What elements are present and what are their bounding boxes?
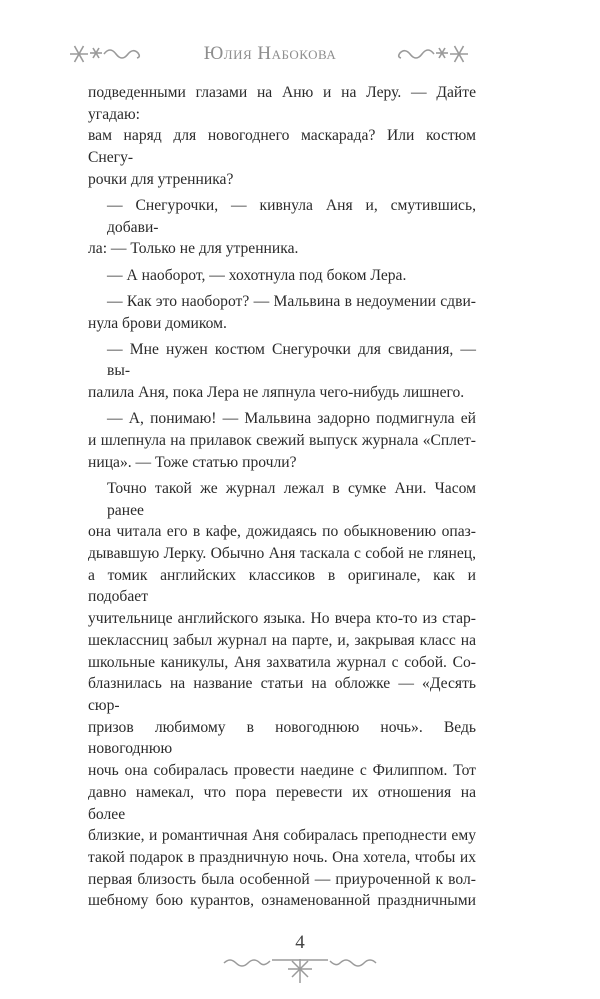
- text-line: и шлепнула на прилавок свежий выпуск журнала «Сплет-: [88, 432, 476, 450]
- text-line: школьные каникулы, Аня захватила журнал с собой. Со-: [88, 653, 476, 671]
- text-line: близкие, и романтичная Аня собиралась преподнести ему: [88, 827, 476, 845]
- text-line: ница». — Тоже статью прочли?: [88, 453, 297, 471]
- text-line: — А, понимаю! — Мальвина задорно подмигнула ей: [107, 410, 476, 428]
- author-name: Юлия Набокова: [203, 43, 337, 64]
- text-line: — А наоборот, — хохотнула под боком Лера.: [107, 266, 407, 284]
- text-line: палила Аня, пока Лера не ляпнула чего-нибудь лишнего.: [88, 384, 465, 402]
- snowflake-ornament-left-icon: [68, 38, 148, 70]
- text-line: подведенными глазами на Аню и на Леру. — Дайте угадаю:: [88, 84, 476, 123]
- text-line: рочки для утренника?: [88, 170, 234, 188]
- text-line: Точно такой же журнал лежал в сумке Ани. Часом ранее: [107, 479, 476, 519]
- paragraph: [88, 478, 476, 912]
- text-line: блазнилась на название статьи на обложке — «Десять сюр-: [88, 675, 476, 714]
- snowflake-footer-ornament-icon: [222, 955, 378, 985]
- paragraph: [88, 195, 476, 260]
- snowflake-ornament-right-icon: [390, 38, 470, 70]
- text-line: шеклассниц забыл журнал на парте, и, закрывая класс на: [88, 631, 476, 649]
- body-text: [88, 82, 476, 912]
- text-line: такой подарок в праздничную ночь. Она хотела, чтобы их: [88, 848, 476, 866]
- text-line: она читала его в кафе, дожидаясь по обыкновению опаз-: [88, 523, 476, 541]
- running-header: [0, 38, 600, 70]
- paragraph: [88, 82, 476, 191]
- text-line: ночь она собиралась провести наедине с Филиппом. Тот: [88, 762, 476, 780]
- paragraph: [88, 339, 476, 404]
- page-spacer: [0, 912, 600, 932]
- paragraph: [88, 408, 476, 473]
- paragraph: [88, 265, 476, 287]
- text-line: давно намекал, что пора перевести их отношения на более: [88, 783, 476, 823]
- text-line: дывавшую Лерку. Обычно Аня таскала с собой не глянец,: [88, 545, 476, 563]
- text-line: призов любимому в новогоднюю ночь». Ведь новогоднюю: [88, 718, 476, 758]
- text-line: вам наряд для новогоднего маскарада? Или костюм Снегу-: [88, 127, 476, 167]
- paragraph: [88, 291, 476, 334]
- text-line: шебному бою курантов, ознаменованной праздничными: [88, 892, 476, 910]
- text-line: — Как это наоборот? — Мальвина в недоумении сдви-: [107, 292, 476, 310]
- text-line: нула брови домиком.: [88, 314, 227, 332]
- text-line: — Мне нужен костюм Снегурочки для свидания, — вы-: [107, 340, 476, 380]
- page-number: 4: [295, 932, 305, 954]
- text-line: ла: — Только не для утренника.: [88, 240, 299, 258]
- text-line: — Снегурочки, — кивнула Аня и, смутившись, добави-: [107, 197, 476, 236]
- page-footer: [0, 932, 600, 985]
- text-line: первая близость была особенной — приуроченной к вол-: [88, 870, 476, 888]
- text-line: учительнице английского языка. Но вчера кто-то из стар-: [88, 610, 476, 628]
- text-line: а томик английских классиков в оригинале, как и подобает: [88, 566, 476, 606]
